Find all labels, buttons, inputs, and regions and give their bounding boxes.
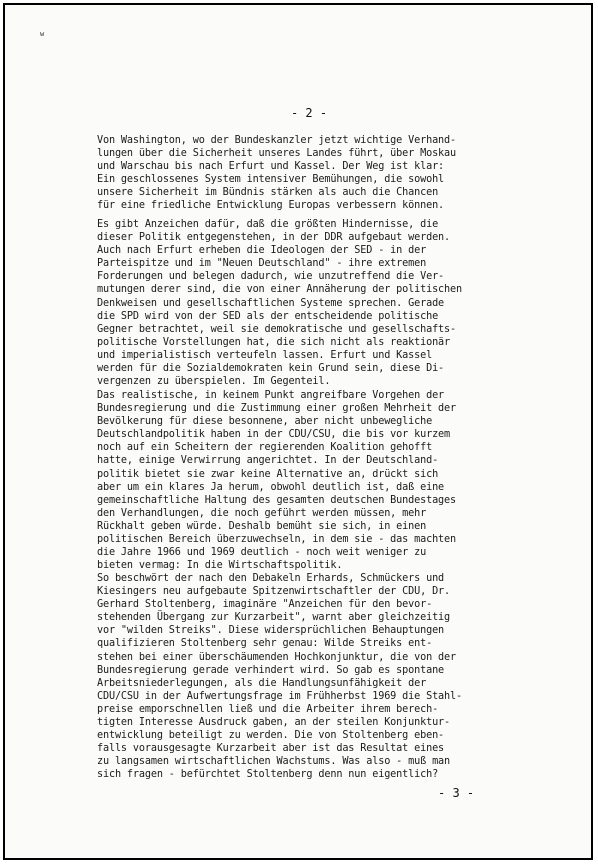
text-line: für eine friedliche Entwicklung Europas verbessern können. xyxy=(97,200,445,212)
text-line: werden für die Sozialdemokraten kein Grund sein, diese Di- xyxy=(97,363,445,375)
text-line: Rückhalt geben würde. Deshalb bemüht sie sich, in einen xyxy=(97,520,427,532)
text-line: den Verhandlungen, die noch geführt werden müssen, mehr xyxy=(97,507,427,519)
text-line: gemeinschaftliche Haltung des gesamten deutschen Bundestages xyxy=(97,494,457,506)
text-line: So beschwört der nach den Debakeln Erhards, Schmückers und xyxy=(97,573,445,584)
text-line: falls vorausgesagte Kurzarbeit aber ist das Resultat eines xyxy=(97,743,445,755)
text-line: Parteispitze und im "Neuen Deutschland" - ihre extremen xyxy=(97,258,427,270)
text-line: politischen Bereich überzuwechseln, in dem sie - das machten xyxy=(97,534,457,546)
text-line: bieten vermag: In die Wirtschaftspolitik. xyxy=(97,560,343,572)
text-line: dieser Politik entgegenstehen, in der DDR aufgebaut werden. xyxy=(97,232,451,244)
text-line: Gegner betrachtet, weil sie demokratische und gesellschafts- xyxy=(97,323,457,335)
text-line: und Warschau bis nach Erfurt und Kassel. Der Weg ist klar: xyxy=(97,161,445,173)
text-line: zu langsamen wirtschaftlichen Wachstums. Was also - muß man xyxy=(97,756,451,768)
text-line: die Jahre 1966 und 1969 deutlich - noch weit weniger zu xyxy=(97,547,427,559)
text-line: Arbeitsniederlegungen, als die Handlungsunfähigkeit der xyxy=(97,677,427,689)
text-line: Von Washington, wo der Bundeskanzler jetzt wichtige Verhand- xyxy=(97,135,457,146)
text-line: tigten Interesse Ausdruck gaben, an der steilen Konjunktur- xyxy=(97,717,451,729)
text-line: politische Vorstellungen hat, die sich nicht als reaktionär xyxy=(97,336,451,348)
text-line: Das realistische, in keinem Punkt angreifbare Vorgehen der xyxy=(97,390,445,401)
text-line: entwicklung beteiligt zu werden. Die von Stoltenberg eben- xyxy=(97,730,445,742)
paragraph-2 xyxy=(97,218,557,388)
corner-mark: w xyxy=(40,30,45,38)
text-line: Es gibt Anzeichen dafür, daß die größten Hindernisse, die xyxy=(97,219,439,230)
text-line: Forderungen und belegen dadurch, wie unzutreffend die Ver- xyxy=(97,271,445,283)
text-line: CDU/CSU in der Aufwertungsfrage im Frühherbst 1969 die Stahl- xyxy=(97,690,462,702)
text-line: politik bietet sie zwar keine Alternative an, drückt sich xyxy=(97,468,439,480)
page-number-top: - 2 - xyxy=(290,106,328,120)
text-line: vergenzen zu überspielen. Im Gegenteil. xyxy=(97,376,331,388)
text-line: lungen über die Sicherheit unseres Landes führt, über Moskau xyxy=(97,148,457,160)
text-line: vor "wilden Streiks". Diese widersprüchlichen Behauptungen xyxy=(97,625,445,637)
paragraph-3 xyxy=(97,389,557,572)
text-line: Denkweisen und gesellschaftlichen Systeme sprechen. Gerade xyxy=(97,297,445,309)
text-line: Auch nach Erfurt erheben die Ideologen der SED - in der xyxy=(97,245,427,257)
text-line: stehen bei einer überschäumenden Hochkonjunktur, die von der xyxy=(97,651,457,663)
text-line: Bundesregierung und die Zustimmung einer großen Mehrheit der xyxy=(97,403,457,415)
text-line: und imperialistisch verteufeln lassen. Erfurt und Kassel xyxy=(97,349,433,361)
text-line: Kiesingers neu aufgebaute Spitzenwirtschaftler der CDU, Dr. xyxy=(97,586,451,598)
text-line: aber um ein klares Ja herum, obwohl deutlich ist, daß eine xyxy=(97,481,445,493)
text-line: hatte, einige Verwirrung angerichtet. In der Deutschland- xyxy=(97,455,439,467)
text-line: Deutschlandpolitik haben in der CDU/CSU, die bis vor kurzem xyxy=(97,429,451,441)
paragraph-1 xyxy=(97,134,557,213)
text-line: qualifizieren Stoltenberg sehr genau: Wilde Streiks ent- xyxy=(97,638,433,650)
text-line: unsere Sicherheit im Bündnis stärken als auch die Chancen xyxy=(97,187,439,199)
text-line: noch auf ein Scheitern der regierenden Koalition gehofft xyxy=(97,442,433,454)
text-line: Ein geschlossenes System intensiver Bemühungen, die sowohl xyxy=(97,174,445,186)
text-line: Bevölkerung für diese besonnene, aber nicht unbewegliche xyxy=(97,416,433,428)
text-line: die SPD wird von der SED als der entscheidende politische xyxy=(97,310,439,322)
text-line: mutungen derer sind, die von einer Annäherung der politischen xyxy=(97,284,462,296)
text-line: Gerhard Stoltenberg, imaginäre "Anzeichen für den bevor- xyxy=(97,599,433,611)
text-line: sich fragen - befürchtet Stoltenberg denn nun eigentlich? xyxy=(97,769,439,781)
page-number-bottom: - 3 - xyxy=(438,786,475,800)
text-line: stehenden Übergang zur Kurzarbeit", warnt aber gleichzeitig xyxy=(97,612,451,624)
paragraph-4 xyxy=(97,572,557,782)
text-line: Bundesregierung gerade verhindert wird. So gab es spontane xyxy=(97,664,445,676)
text-line: preise emporschnellen ließ und die Arbeiter ihrem berech- xyxy=(97,703,439,715)
